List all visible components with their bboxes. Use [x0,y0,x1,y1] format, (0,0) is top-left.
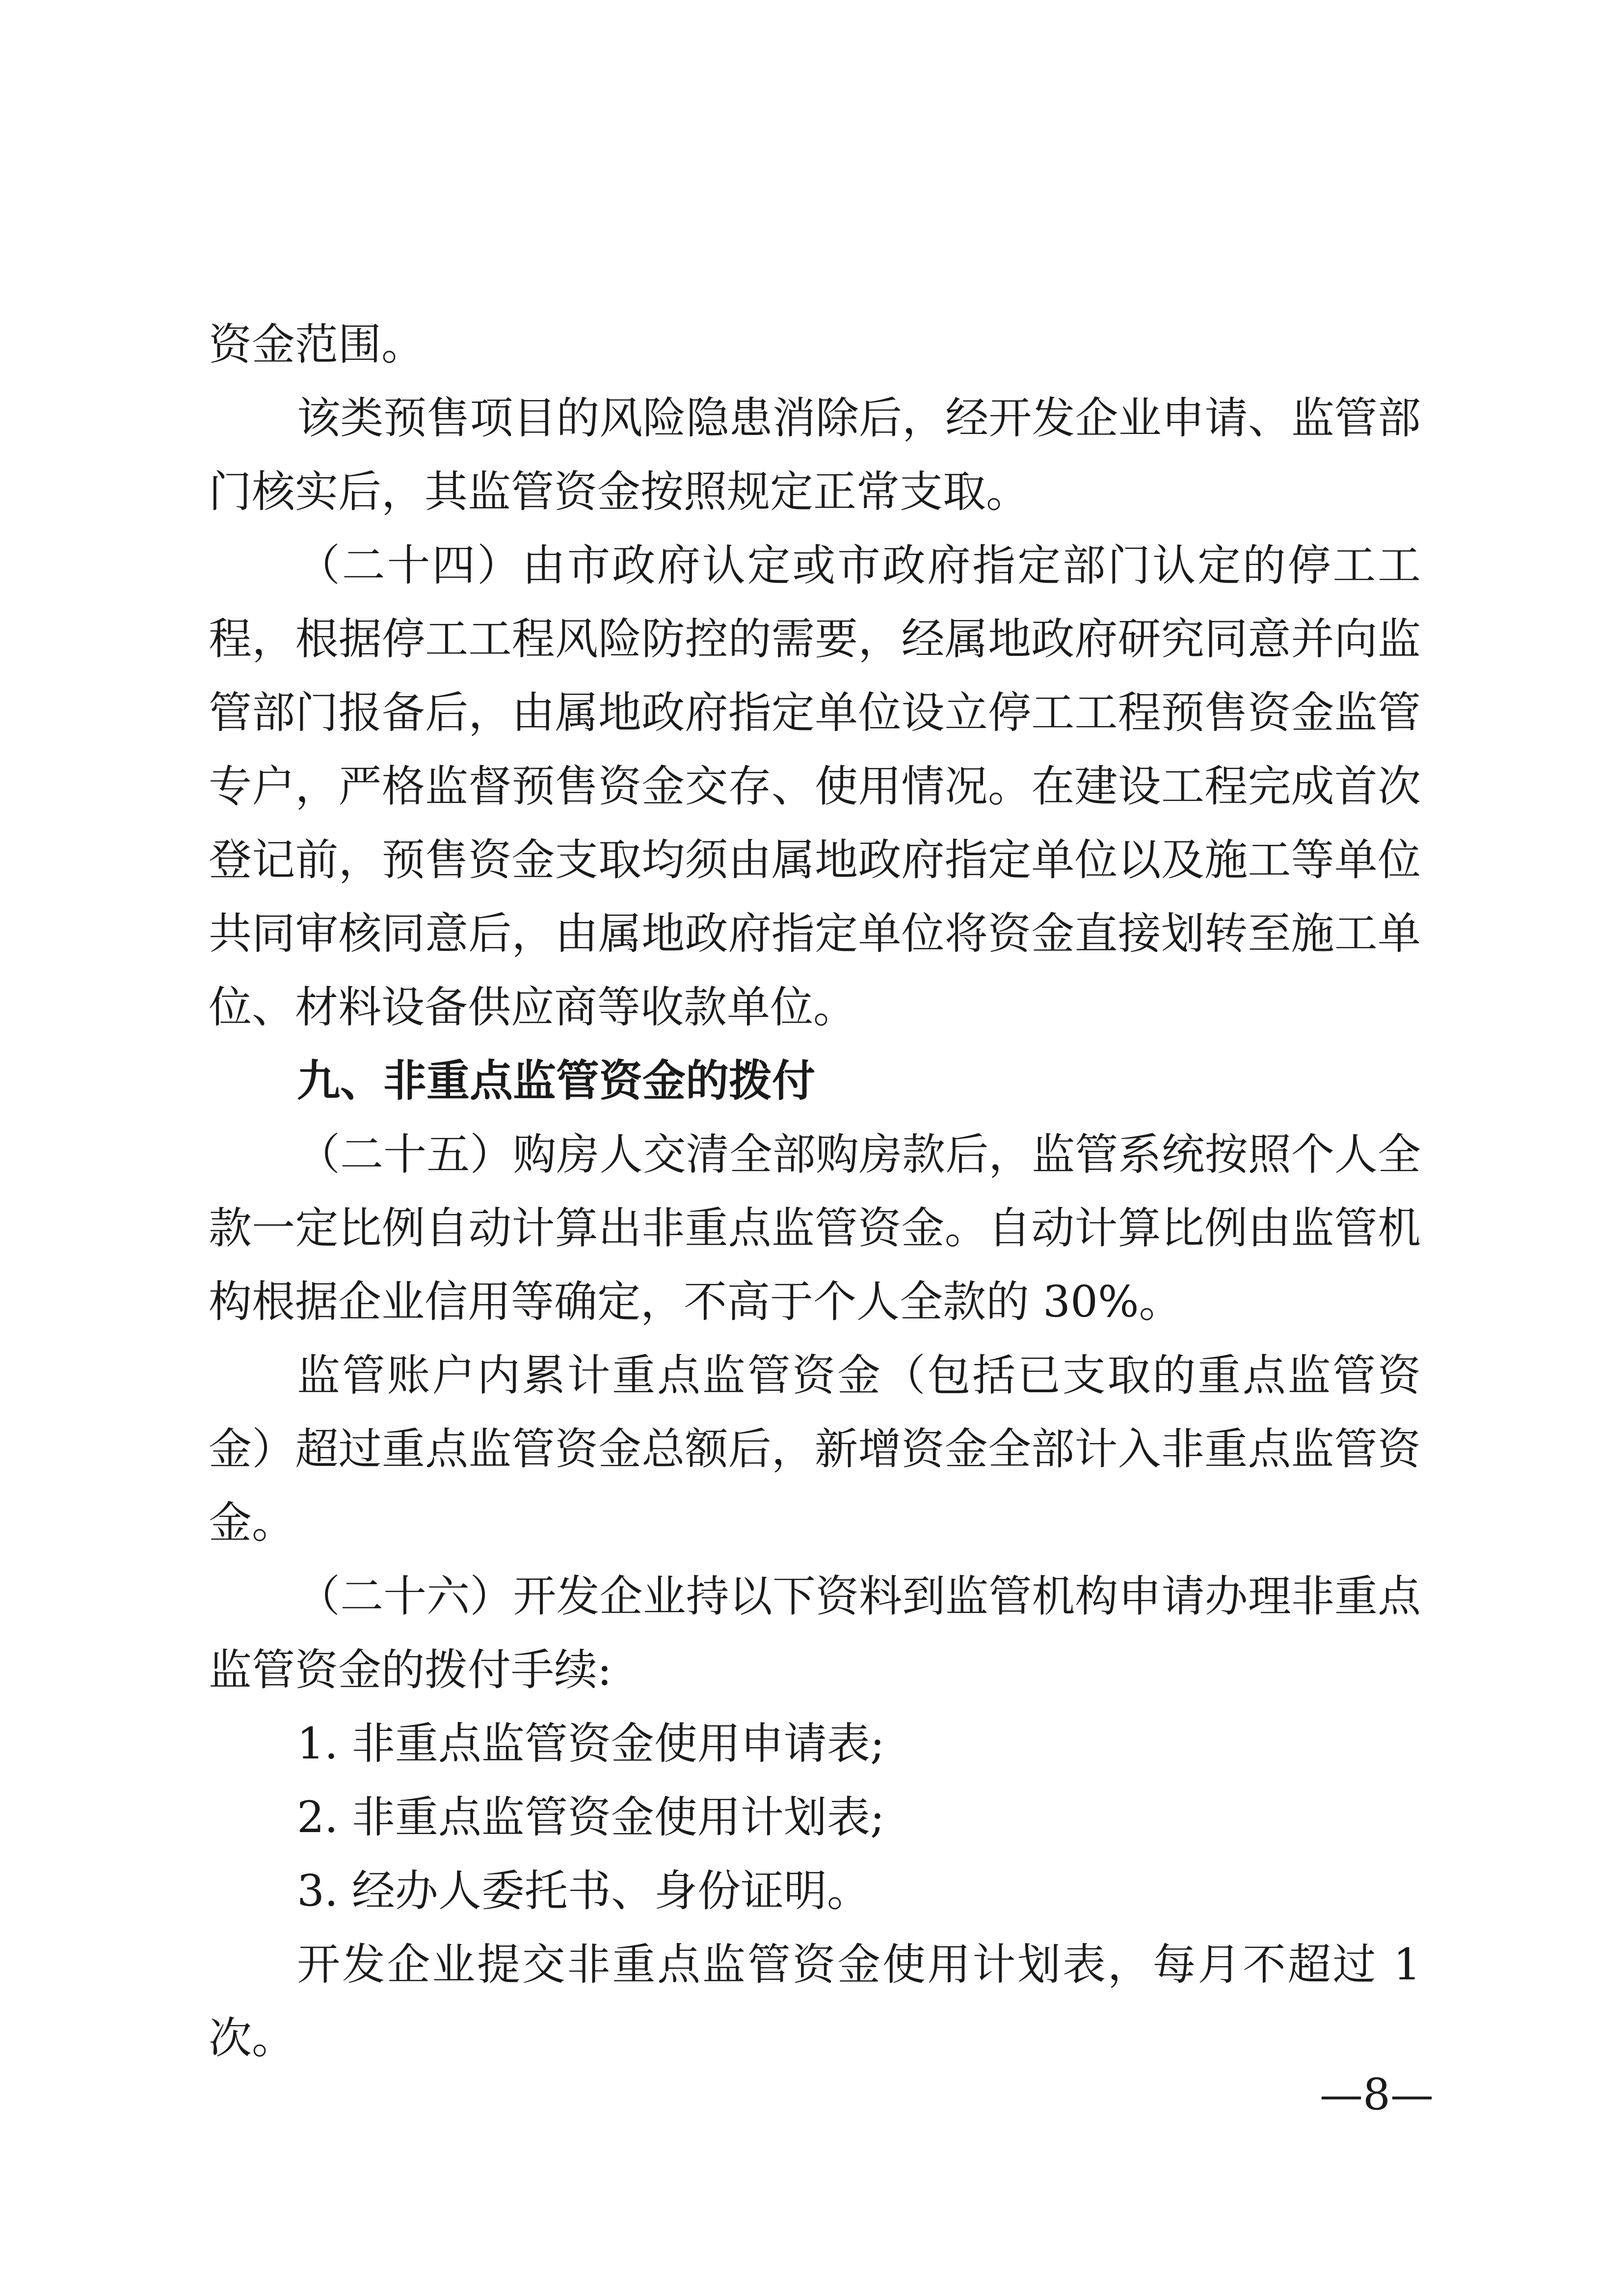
list-item-line [0,1858,1623,1924]
body-line [0,1564,1623,1629]
body-line [0,533,1623,598]
body-text: 位、材料设备供应商等收款单位。 [209,982,857,1032]
body-text: （二十五）购房人交清全部购房款后，监管系统按照个人全 [297,1129,1421,1180]
body-line [0,459,1623,525]
body-line [0,754,1623,819]
body-line [0,1637,1623,1703]
section-heading: 九、非重点监管资金的拨付 [297,1055,816,1106]
body-text: 监管账户内累计重点监管资金（包括已支取的重点监管资 [297,1350,1421,1401]
body-text: 次。 [209,2013,295,2063]
section-heading-line [0,1048,1623,1114]
body-text: 登记前，预售资金支取均须由属地政府指定单位以及施工等单位 [209,835,1421,885]
body-text: 资金范围。 [209,319,425,370]
body-text: 构根据企业信用等确定，不高于个人全款的 30%。 [209,1276,1182,1327]
body-line [0,2005,1623,2071]
body-line [0,1195,1623,1261]
body-line [0,606,1623,672]
page-number: —8— [1320,2069,1434,2120]
body-text: （二十六）开发企业持以下资料到监管机构申请办理非重点 [297,1571,1421,1621]
body-text: 金。 [209,1497,295,1548]
body-line [0,1343,1623,1408]
body-text: 程，根据停工工程风险防控的需要，经属地政府研究同意并向监 [209,614,1421,664]
body-text: 专户，严格监督预售资金交存、使用情况。在建设工程完成首次 [209,761,1421,811]
list-item: 1. 非重点监管资金使用申请表; [297,1718,885,1769]
body-line [0,901,1623,967]
body-text: 金）超过重点监管资金总额后，新增资金全部计入非重点监管资 [209,1424,1421,1474]
body-line [0,1269,1623,1335]
body-text: 监管资金的拨付手续: [209,1645,612,1695]
body-line [0,1122,1623,1188]
body-line [0,1416,1623,1482]
list-item-line [0,1784,1623,1850]
body-line [0,974,1623,1040]
body-line [0,1932,1623,1998]
body-text: （二十四）由市政府认定或市政府指定部门认定的停工工 [297,540,1421,591]
body-line [0,680,1623,746]
body-line [0,1490,1623,1556]
body-line [0,827,1623,893]
body-text: 款一定比例自动计算出非重点监管资金。自动计算比例由监管机 [209,1203,1421,1253]
body-line [0,312,1623,378]
list-item: 2. 非重点监管资金使用计划表; [297,1792,885,1842]
body-text: 门核实后，其监管资金按照规定正常支取。 [209,466,1030,517]
body-text: 管部门报备后，由属地政府指定单位设立停工工程预售资金监管 [209,687,1421,738]
body-text: 共同审核同意后，由属地政府指定单位将资金直接划转至施工单 [209,908,1421,959]
body-text: 开发企业提交非重点监管资金使用计划表，每月不超过 1 [297,1939,1421,1990]
list-item: 3. 经办人委托书、身份证明。 [297,1865,870,1916]
list-item-line [0,1711,1623,1777]
body-line [0,385,1623,451]
body-text: 该类预售项目的风险隐患消除后，经开发企业申请、监管部 [297,393,1421,443]
